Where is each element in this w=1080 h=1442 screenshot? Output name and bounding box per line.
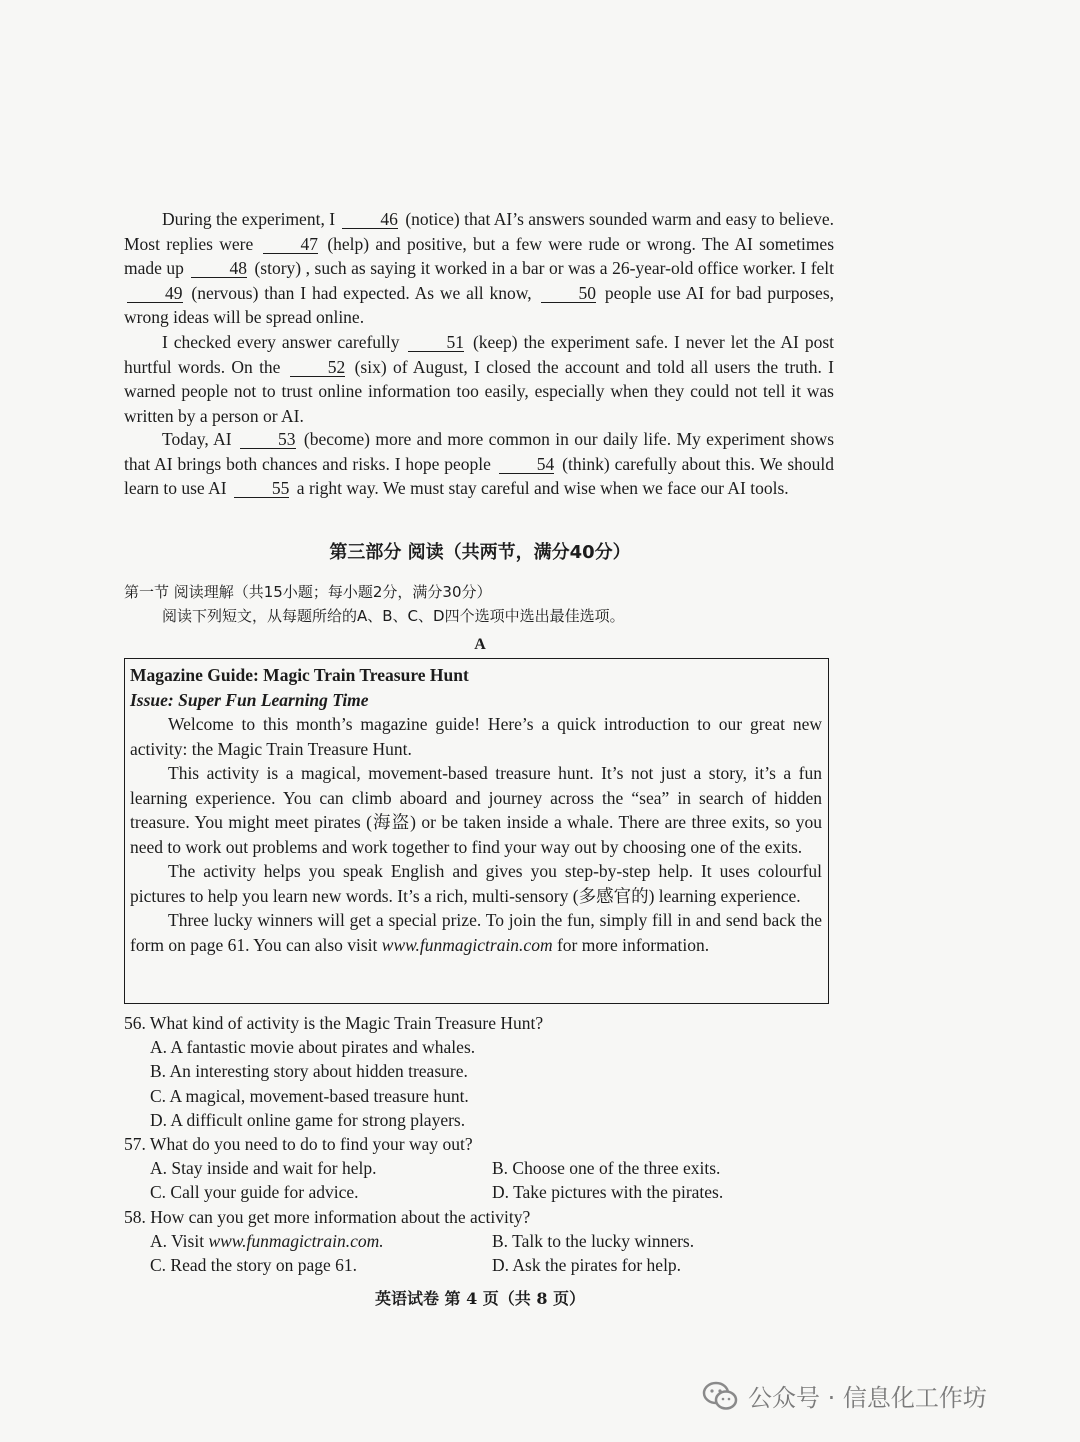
paragraph-3 bbox=[124, 427, 834, 501]
blank-52: 52 bbox=[290, 358, 346, 377]
blank-54: 54 bbox=[499, 455, 555, 474]
paragraph-1 bbox=[124, 207, 834, 330]
box-paragraph-4 bbox=[130, 908, 822, 957]
website-link: www.funmagictrain.com. bbox=[208, 1230, 384, 1251]
paragraph-2 bbox=[124, 330, 834, 428]
blank-47: 47 bbox=[263, 235, 319, 254]
option-58-c: C. Read the story on page 61. bbox=[150, 1255, 358, 1276]
option-56-d: D. A difficult online game for strong players. bbox=[150, 1109, 466, 1130]
watermark-text: 公众号 · 信息化工作坊 bbox=[748, 1384, 987, 1412]
watermark bbox=[702, 1378, 987, 1413]
text: (become) more and more common in our daily life. My experiment shows that AI brings both chances and risks. I hope people bbox=[124, 429, 835, 474]
option-row bbox=[124, 1253, 844, 1277]
box-paragraph-1: Welcome to this month’s magazine guide! Here’s a quick introduction to our great new activity: the Magic Train Treasure Hunt. bbox=[130, 714, 822, 759]
question-58: 58. How can you get more information about the activity? bbox=[124, 1206, 531, 1227]
part-title: 第三部分 阅读（共两节，满分40分） bbox=[329, 542, 631, 563]
magazine-guide-box bbox=[124, 658, 829, 1004]
option-56-c: C. A magical, movement-based treasure hunt. bbox=[150, 1085, 469, 1106]
text: (six) of August, I closed the account and told all users the truth. I warned people not to trust online information too easily, especially when they could not tell it was written by a person or AI. bbox=[124, 356, 835, 426]
text: During the experiment, I bbox=[162, 209, 336, 229]
website-link: www.funmagictrain.com bbox=[381, 934, 553, 955]
text: Three lucky winners will get a special prize. To join the fun, simply fill in and send back the form on page 61. You can also visit bbox=[130, 910, 822, 955]
option-58-b: B. Talk to the lucky winners. bbox=[492, 1230, 695, 1251]
text: people use AI for bad purposes, wrong ideas will be spread online. bbox=[124, 282, 835, 327]
option-57-d: D. Take pictures with the pirates. bbox=[492, 1182, 724, 1203]
text: Today, AI bbox=[162, 429, 232, 449]
section-title: 第一节 阅读理解（共15小题；每小题2分，满分30分） bbox=[124, 583, 492, 601]
option-57-b: B. Choose one of the three exits. bbox=[492, 1158, 721, 1179]
text: for more information. bbox=[556, 934, 710, 955]
questions bbox=[124, 1011, 844, 1277]
blank-49: 49 bbox=[127, 284, 183, 303]
blank-55: 55 bbox=[234, 479, 290, 498]
text: (think) carefully about this. We should learn to use AI bbox=[124, 453, 835, 498]
box-paragraph-2: This activity is a magical, movement-based treasure hunt. It’s not just a story, it’s a fun learning experience. You can climb aboard and journey across the “sea” in search of hidden treasure. You might meet pirates (海盗) or be taken inside a whale. There are three exits, so you need to work out problems and work together to find your way out by choosing one of the exits. bbox=[130, 763, 822, 857]
wechat-icon bbox=[702, 1380, 738, 1412]
option-row bbox=[124, 1229, 844, 1253]
question-57: 57. What do you need to do to find your way out? bbox=[124, 1134, 473, 1155]
passage-label: A bbox=[474, 636, 486, 653]
blank-50: 50 bbox=[541, 284, 597, 303]
option-56-a: A. A fantastic movie about pirates and whales. bbox=[150, 1037, 476, 1058]
option-row bbox=[124, 1180, 844, 1204]
box-issue: Issue: Super Fun Learning Time bbox=[130, 689, 369, 710]
text: (help) and positive, but a few were rude or wrong. The AI sometimes made up bbox=[124, 233, 835, 278]
box-paragraph-3: The activity helps you speak English and gives you step-by-step help. It uses colourful pictures to help you learn new words. It’s a rich, multi-sensory (多感官的) learning experience. bbox=[130, 861, 822, 906]
option-58-d: D. Ask the pirates for help. bbox=[492, 1255, 682, 1276]
text: (story) , such as saying it worked in a bar or was a 26-year-old office worker. I felt bbox=[254, 258, 835, 278]
page-footer: 英语试卷 第 4 页（共 8 页） bbox=[374, 1289, 586, 1308]
text: (keep) the experiment safe. I never let the AI post hurtful words. On the bbox=[124, 332, 834, 377]
blank-48: 48 bbox=[191, 259, 247, 278]
blank-53: 53 bbox=[240, 430, 296, 449]
text: I checked every answer carefully bbox=[162, 332, 400, 352]
box-title: Magazine Guide: Magic Train Treasure Hunt bbox=[130, 665, 469, 685]
text: a right way. We must stay careful and wise when we face our AI tools. bbox=[296, 478, 789, 498]
option-57-a: A. Stay inside and wait for help. bbox=[150, 1158, 377, 1179]
text: (nervous) than I had expected. As we all know, bbox=[191, 282, 532, 303]
text: (notice) that AI’s answers sounded warm and easy to believe. Most replies were bbox=[124, 209, 835, 254]
option-58-a bbox=[124, 1229, 466, 1253]
instruction: 阅读下列短文，从每题所给的A、B、C、D四个选项中选出最佳选项。 bbox=[162, 607, 625, 625]
blank-51: 51 bbox=[408, 333, 464, 352]
blank-46: 46 bbox=[342, 210, 398, 229]
option-57-c: C. Call your guide for advice. bbox=[150, 1182, 359, 1203]
option-row bbox=[124, 1156, 844, 1180]
option-56-b: B. An interesting story about hidden treasure. bbox=[150, 1061, 468, 1082]
question-56: 56. What kind of activity is the Magic Train Treasure Hunt? bbox=[124, 1013, 544, 1033]
text: A. Visit bbox=[150, 1230, 205, 1251]
